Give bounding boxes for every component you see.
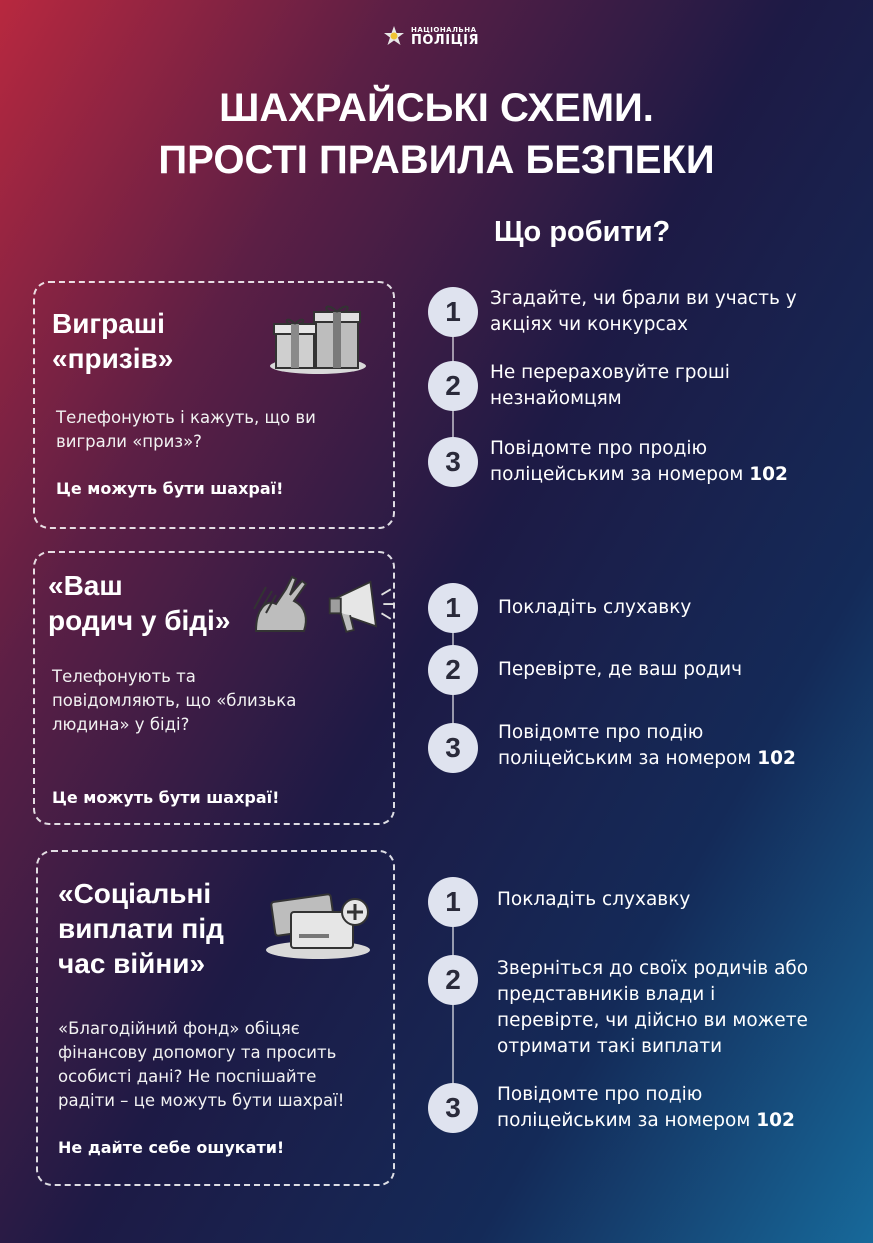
police-star-icon xyxy=(383,26,405,48)
step-text xyxy=(497,1082,795,1134)
card-description xyxy=(56,406,316,454)
step-text-line: Не перераховуйте гроші xyxy=(490,362,730,383)
logo-line-1: НАЦІОНАЛЬНА xyxy=(411,26,477,34)
card-warning: Це можуть бути шахраї! xyxy=(52,788,280,807)
card-warning: Це можуть бути шахраї! xyxy=(56,479,284,498)
step-text xyxy=(490,436,788,488)
card-description-line: особисті дані? Не поспішайте xyxy=(58,1067,317,1086)
step-text-line: Повідомте про подію xyxy=(497,1084,703,1105)
step-number: 1 xyxy=(428,583,478,633)
gift-boxes-icon xyxy=(268,304,368,374)
card-title-line: «Соціальні xyxy=(58,878,212,909)
step-text xyxy=(498,720,796,772)
payment-cards-icon xyxy=(262,890,374,960)
step-text xyxy=(490,360,730,412)
step-number: 2 xyxy=(428,361,478,411)
phone-number: 102 xyxy=(757,748,796,769)
step-text-line: незнайомцям xyxy=(490,388,622,409)
step-text-line-part: поліцейським за номером xyxy=(497,1110,757,1131)
step-text-line xyxy=(498,746,796,772)
step-text-line: Покладіть слухавку xyxy=(498,597,692,618)
step-number: 1 xyxy=(428,877,478,927)
step-text-line xyxy=(490,462,788,488)
step-text xyxy=(497,887,690,913)
step-text-line: Перевірте, де ваш родич xyxy=(498,659,743,680)
card-description-line: радіти – це можуть бути шахраї! xyxy=(58,1091,345,1110)
page-title-line-1: ШАХРАЙСЬКІ СХЕМИ. xyxy=(219,86,654,130)
step-text-line: Покладіть слухавку xyxy=(497,889,691,910)
step-text-line-part: поліцейським за номером xyxy=(498,748,758,769)
card-description xyxy=(58,1017,344,1113)
card-title xyxy=(58,876,224,981)
step-text xyxy=(498,595,691,621)
step-number: 3 xyxy=(428,1083,478,1133)
step-text-line: Повідомте про подію xyxy=(498,722,704,743)
step-text-line: Зверніться до своїх родичів або xyxy=(497,958,809,979)
raised-hands-icon xyxy=(246,568,316,640)
step-text-line: перевірте, чи дійсно ви можете xyxy=(497,1010,808,1031)
step-number: 3 xyxy=(428,723,478,773)
step-number: 1 xyxy=(428,287,478,337)
card-title xyxy=(52,306,173,376)
phone-number: 102 xyxy=(749,464,788,485)
card-title-line: «Ваш xyxy=(48,570,123,601)
step-text-line: отримати такі виплати xyxy=(497,1036,723,1057)
card-title-line: виплати під xyxy=(58,913,224,944)
step-text-line xyxy=(497,1108,795,1134)
step-text-line: акціях чи конкурсах xyxy=(490,314,688,335)
step-text-line: Повідомте про продію xyxy=(490,438,708,459)
card-description-line: людина» у біді? xyxy=(52,715,190,734)
card-description-line: Телефонують і кажуть, що ви xyxy=(56,408,316,427)
phone-number: 102 xyxy=(756,1110,795,1131)
police-logo xyxy=(383,26,479,48)
step-text xyxy=(497,956,808,1060)
step-text-line-part: поліцейським за номером xyxy=(490,464,750,485)
card-title-line: час війни» xyxy=(58,948,206,979)
card-description-line: фінансову допомогу та просить xyxy=(58,1043,337,1062)
step-number: 3 xyxy=(428,437,478,487)
card-warning: Не дайте себе ошукати! xyxy=(58,1138,285,1157)
step-text-line: представників влади і xyxy=(497,984,716,1005)
step-number: 2 xyxy=(428,645,478,695)
card-title-line: «призів» xyxy=(52,343,174,374)
section-subtitle: Що робити? xyxy=(494,216,671,248)
card-title-line: родич у біді» xyxy=(48,605,231,636)
card-title-line: Виграші xyxy=(52,308,165,339)
card-description-line: виграли «приз»? xyxy=(56,432,202,451)
card-description-line: «Благодійний фонд» обіцяє xyxy=(58,1019,300,1038)
page-title-line-2: ПРОСТІ ПРАВИЛА БЕЗПЕКИ xyxy=(158,138,715,182)
card-description-line: Телефонують та xyxy=(52,667,196,686)
step-text xyxy=(498,657,742,683)
step-text-line: Згадайте, чи брали ви участь у xyxy=(490,288,797,309)
logo-line-2: ПОЛІЦІЯ xyxy=(411,33,479,48)
card-description-line: повідомляють, що «близька xyxy=(52,691,297,710)
megaphone-icon xyxy=(326,570,400,640)
card-title xyxy=(48,568,230,638)
step-number: 2 xyxy=(428,955,478,1005)
step-text xyxy=(490,286,797,338)
card-description xyxy=(52,665,296,737)
